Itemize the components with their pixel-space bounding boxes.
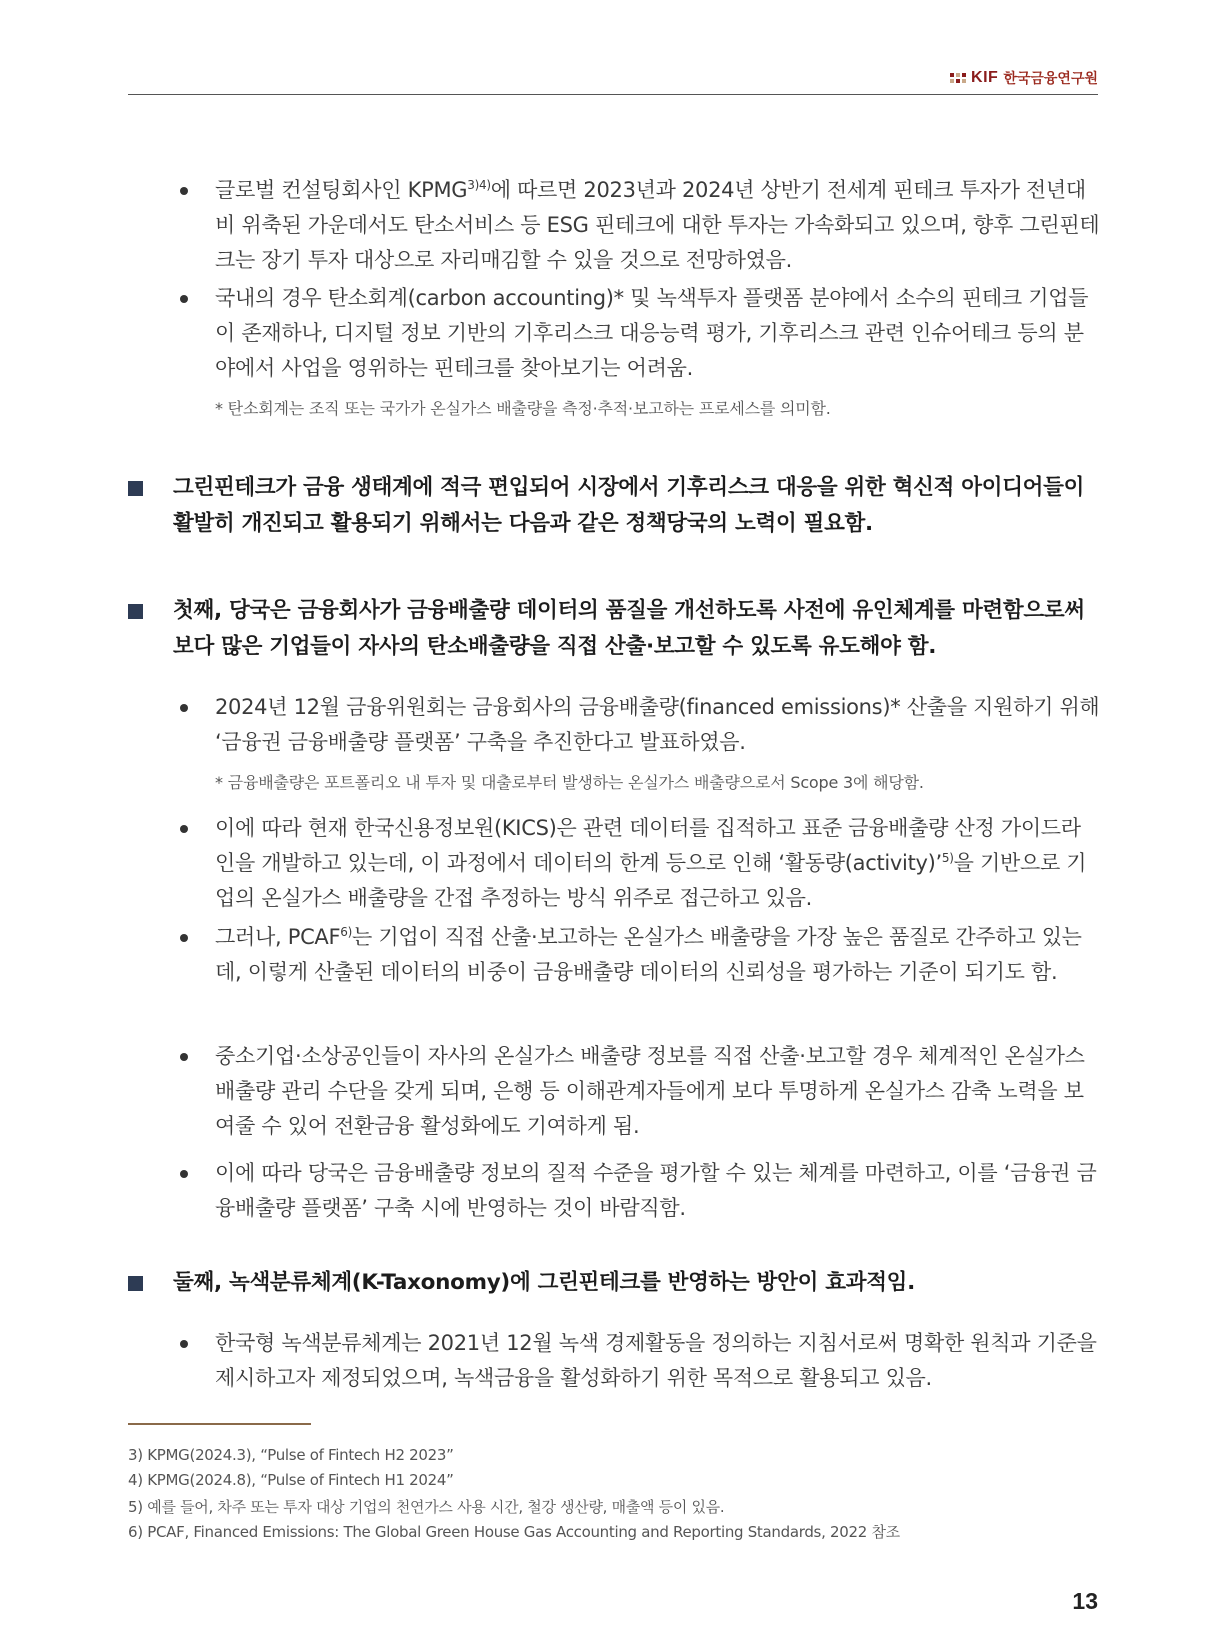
note-text: * 금융배출량은 포트폴리오 내 투자 및 대출로부터 발생하는 온실가스 배출량으로서 Scope 3에 해당함. xyxy=(215,773,924,792)
square-bullet-icon xyxy=(128,604,143,619)
bullet-item xyxy=(180,811,1100,916)
logo-name: 한국금융연구원 xyxy=(1003,71,1098,87)
bullet-dot-icon xyxy=(180,295,188,303)
text-segment: 이에 따라 현재 한국신용정보원(KICS)은 관련 데이터를 집적하고 표준 금융배출량 산정 가이드라인을 개발하고 있는데, 이 과정에서 데이터의 한계 등으로 인해 ‘활동량(activity)’ xyxy=(215,816,1081,875)
bullet-text: 국내의 경우 탄소회계(carbon accounting)* 및 녹색투자 플랫폼 분야에서 소수의 핀테크 기업들이 존재하나, 디지털 정보 기반의 기후리스크 대응능력 평가, 기후리스크 관련 인슈어테크 등의 분야에서 사업을 영위하는 핀테크를 찾아보기는 어려움. xyxy=(215,286,1089,380)
bullet-item xyxy=(180,1326,1100,1396)
bullet-dot-icon xyxy=(180,934,188,942)
page-number: 13 xyxy=(1072,1588,1098,1614)
bullet-text: 한국형 녹색분류체계는 2021년 12월 녹색 경제활동을 정의하는 지침서로써 명확한 원칙과 기준을 제시하고자 제정되었으며, 녹색금융을 활성화하기 위한 목적으로 활용되고 있음. xyxy=(215,1331,1097,1390)
text-segment: 을 기반으로 기업의 온실가스 배출량을 간접 추정하는 방식 위주로 접근하고 있음. xyxy=(215,851,1087,910)
footnote: 4) KPMG(2024.8), “Pulse of Fintech H1 2024” xyxy=(128,1471,454,1489)
text-segment: 는 기업이 직접 산출·보고하는 온실가스 배출량을 가장 높은 품질로 간주하고 있는데, 이렇게 산출된 데이터의 비중이 금융배출량 데이터의 신뢰성을 평가하는 기준이 되기도 함. xyxy=(215,925,1082,984)
bullet-text xyxy=(215,920,1100,990)
section-text: 그린핀테크가 금융 생태계에 적극 편입되어 시장에서 기후리스크 대응을 위한 혁신적 아이디어들이 활발히 개진되고 활용되기 위해서는 다음과 같은 정책당국의 노력이 필요함. xyxy=(173,475,1085,536)
kif-logo xyxy=(950,68,1098,88)
section-item xyxy=(128,470,1100,542)
section-text: 둘째, 녹색분류체계(K-Taxonomy)에 그린핀테크를 반영하는 방안이 효과적임. xyxy=(173,1270,916,1295)
footnote: 3) KPMG(2024.3), “Pulse of Fintech H2 2023” xyxy=(128,1446,454,1464)
logo-mark-icon xyxy=(950,73,966,83)
bullet-item xyxy=(180,173,1100,278)
bullet-item xyxy=(180,1156,1100,1226)
logo-abbr: KIF xyxy=(971,69,999,86)
text-segment: 에 따르면 2023년과 2024년 상반기 전세계 핀테크 투자가 전년대비 위축된 가운데서도 탄소서비스 등 ESG 핀테크에 대한 투자는 가속화되고 있으며, 향후 그린핀테크는 장기 투자 대상으로 자리매김할 수 있을 것으로 전망하였음. xyxy=(215,178,1100,272)
footnote: 5) 예를 들어, 차주 또는 투자 대상 기업의 천연가스 사용 시간, 철강 생산량, 매출액 등이 있음. xyxy=(128,1498,725,1516)
bullet-dot-icon xyxy=(180,1053,188,1061)
square-bullet-icon xyxy=(128,481,143,496)
bullet-dot-icon xyxy=(180,1340,188,1348)
text-segment: 글로벌 컨설팅회사인 KPMG xyxy=(215,178,468,202)
bullet-item xyxy=(180,281,1100,386)
footnote-divider xyxy=(128,1423,311,1425)
section-item xyxy=(128,593,1100,665)
footnote-ref: 6) xyxy=(340,925,352,939)
bullet-item xyxy=(180,690,1100,760)
footnote-ref: 3)4) xyxy=(467,178,491,192)
bullet-text: 이에 따라 당국은 금융배출량 정보의 질적 수준을 평가할 수 있는 체계를 마련하고, 이를 ‘금융권 금융배출량 플랫폼’ 구축 시에 반영하는 것이 바람직함. xyxy=(215,1161,1097,1220)
bullet-dot-icon xyxy=(180,825,188,833)
square-bullet-icon xyxy=(128,1276,143,1291)
bullet-item xyxy=(180,1039,1100,1144)
page-header xyxy=(128,62,1098,95)
bullet-item xyxy=(180,920,1100,990)
section-item xyxy=(128,1265,1100,1301)
bullet-text xyxy=(215,811,1100,916)
bullet-dot-icon xyxy=(180,187,188,195)
section-text: 첫째, 당국은 금융회사가 금융배출량 데이터의 품질을 개선하도록 사전에 유인체계를 마련함으로써 보다 많은 기업들이 자사의 탄소배출량을 직접 산출·보고할 수 있도록 유도해야 함. xyxy=(173,598,1085,659)
bullet-text: 2024년 12월 금융위원회는 금융회사의 금융배출량(financed emissions)* 산출을 지원하기 위해 ‘금융권 금융배출량 플랫폼’ 구축을 추진한다고 발표하였음. xyxy=(215,695,1100,754)
footnote: 6) PCAF, Financed Emissions: The Global Green House Gas Accounting and Reporting Standards, 2022 참조 xyxy=(128,1523,900,1541)
bullet-text: 중소기업·소상공인들이 자사의 온실가스 배출량 정보를 직접 산출·보고할 경우 체계적인 온실가스 배출량 관리 수단을 갖게 되며, 은행 등 이해관계자들에게 보다 투명하게 온실가스 감축 노력을 보여줄 수 있어 전환금융 활성화에도 기여하게 됨. xyxy=(215,1044,1085,1138)
bullet-dot-icon xyxy=(180,1170,188,1178)
text-segment: 그러나, PCAF xyxy=(215,925,341,949)
bullet-text xyxy=(215,173,1100,278)
note-text: * 탄소회계는 조직 또는 국가가 온실가스 배출량을 측정·추적·보고하는 프로세스를 의미함. xyxy=(215,399,831,418)
footnote-ref: 5) xyxy=(941,851,954,865)
bullet-dot-icon xyxy=(180,704,188,712)
